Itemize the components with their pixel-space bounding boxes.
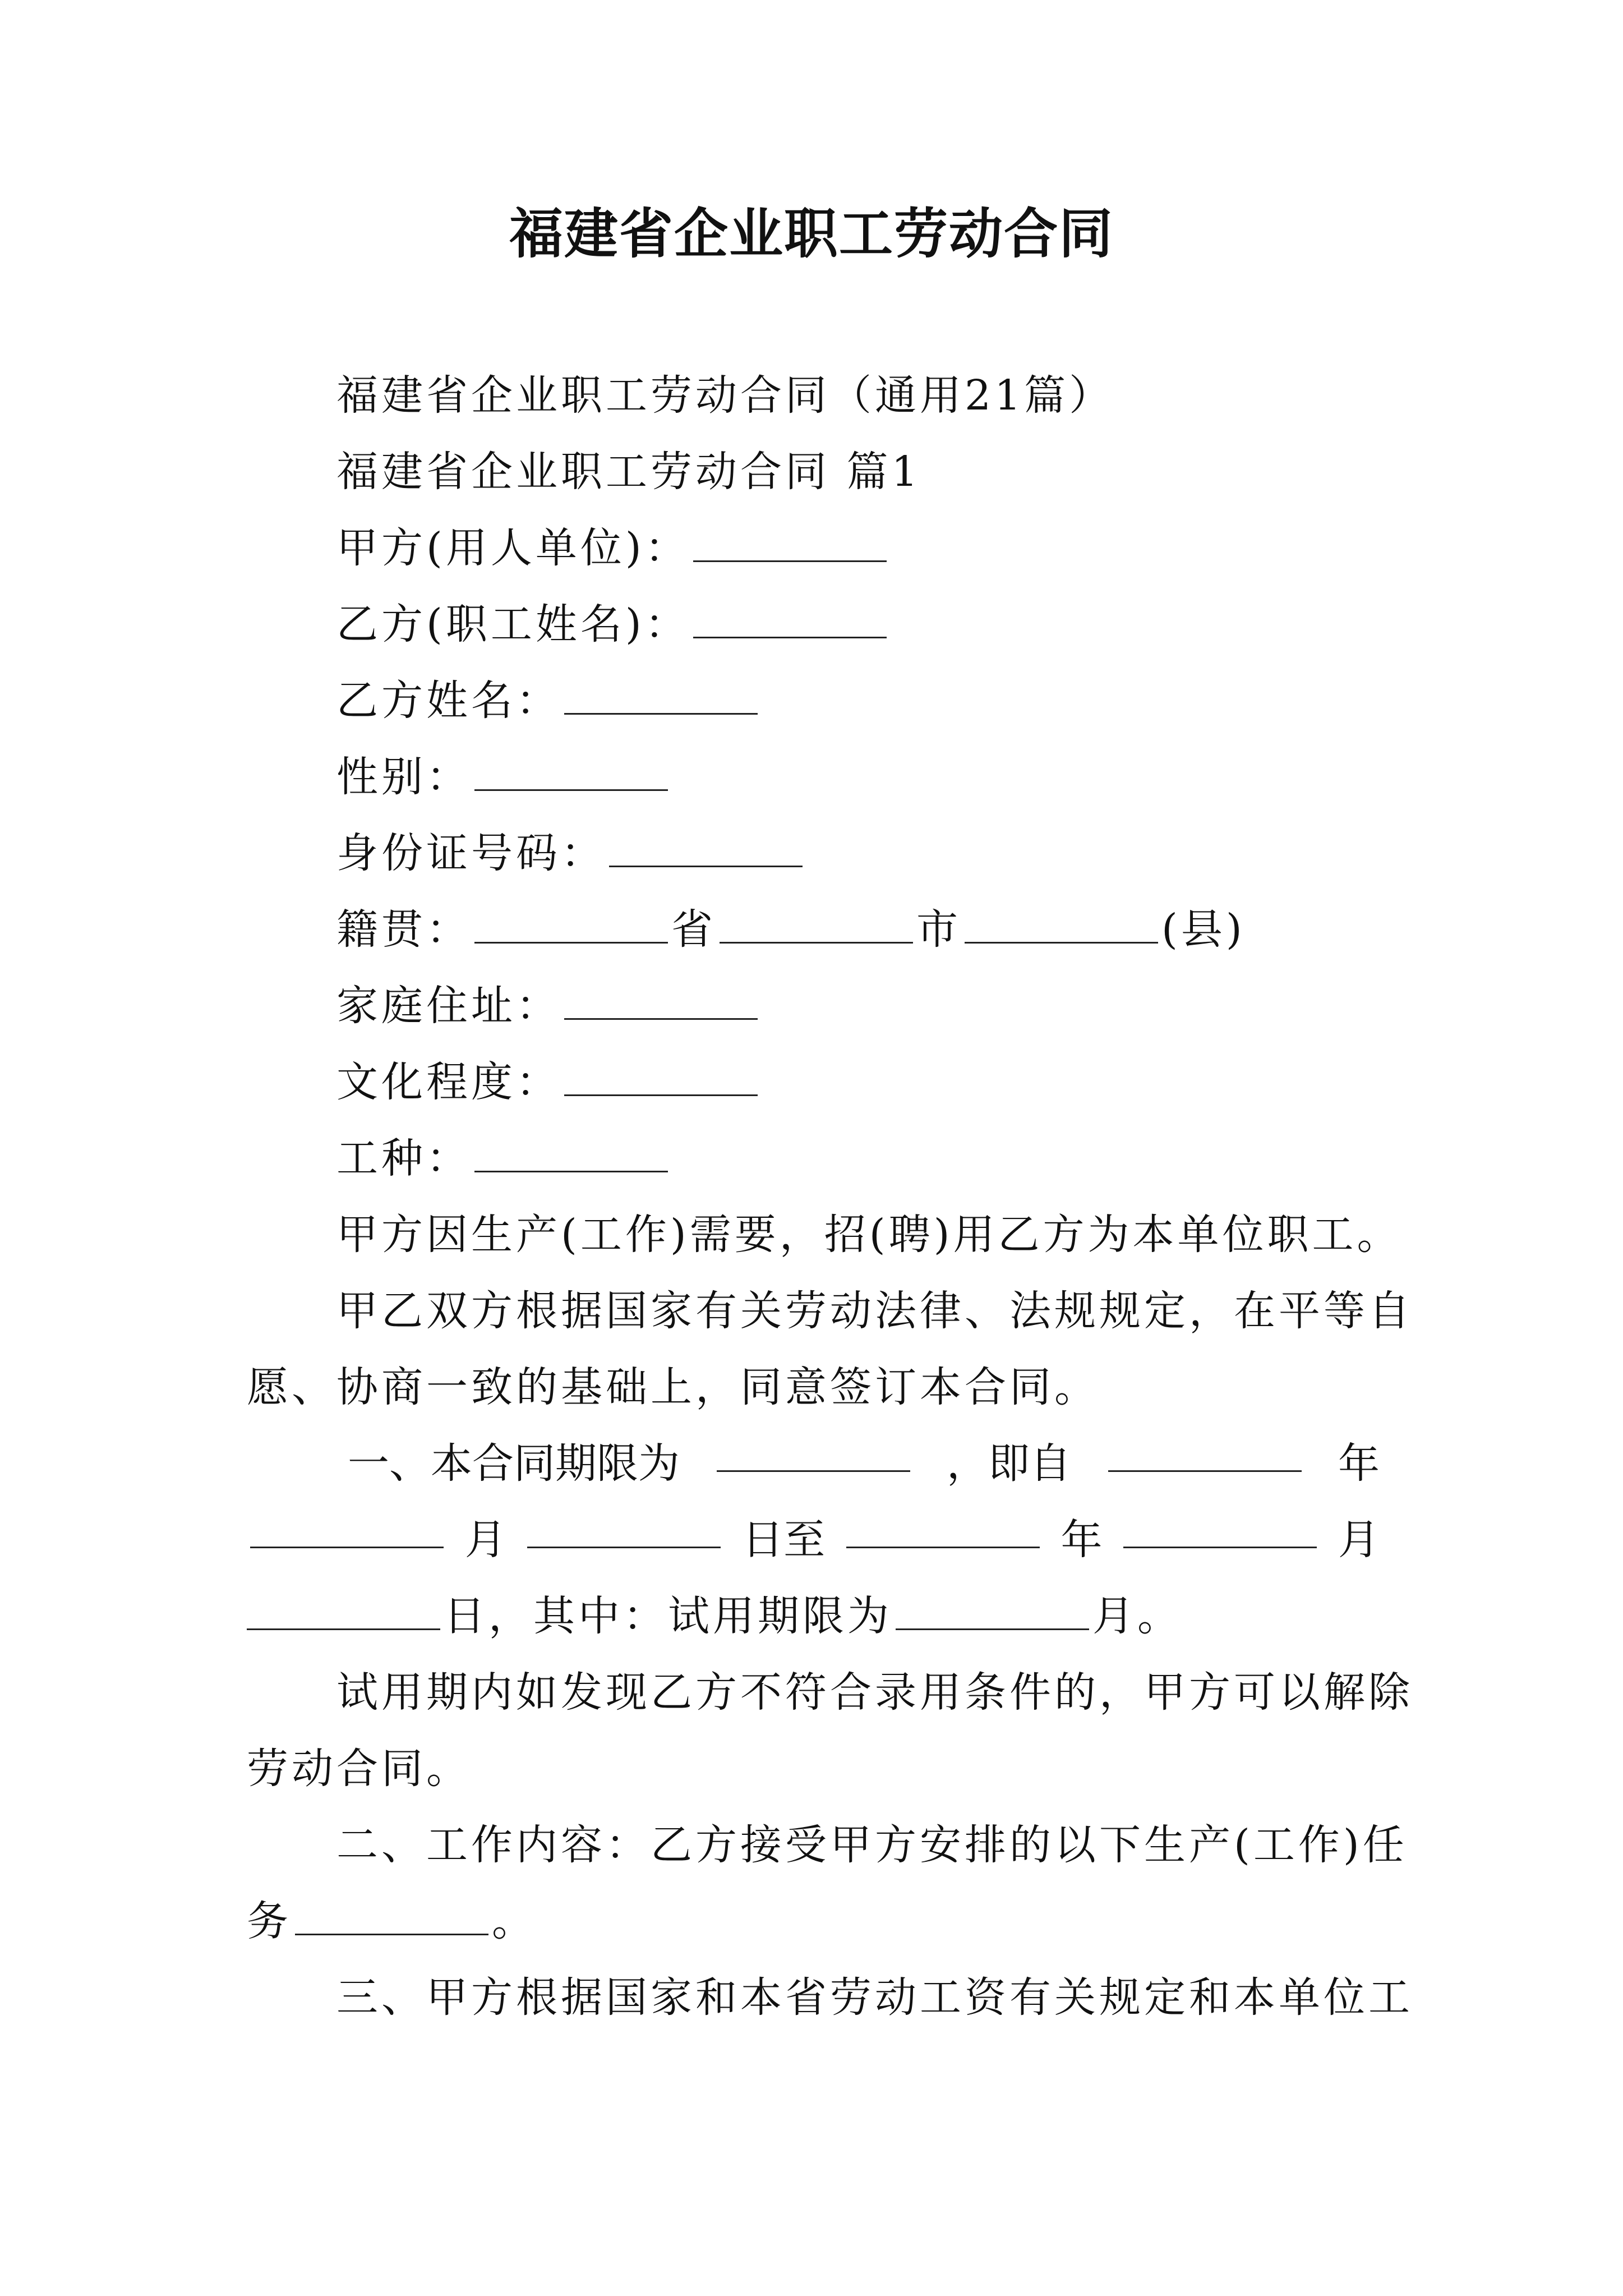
field-label: 工种： — [336, 1134, 471, 1182]
blank-line[interactable] — [564, 983, 758, 1020]
field-label: 乙方姓名： — [336, 677, 561, 725]
blank-line[interactable] — [247, 1594, 440, 1630]
subtitle: 福建省企业职工劳动合同（通用21篇） — [336, 371, 1114, 420]
clause-1-line1 — [348, 1435, 1380, 1492]
county-label: (县) — [1161, 905, 1246, 954]
field-label: 籍贯： — [336, 905, 471, 954]
document-title: 福建省企业职工劳动合同 — [509, 202, 1114, 265]
section-heading: 福建省企业职工劳动合同 篇1 — [336, 448, 921, 496]
blank-line[interactable] — [564, 678, 758, 715]
field-name — [336, 673, 761, 729]
blank-line[interactable] — [474, 1136, 668, 1172]
field-party-a — [336, 520, 890, 576]
paragraph-probation-line2: 劳动合同。 — [247, 1745, 471, 1793]
city-label: 市 — [916, 905, 961, 954]
field-gender — [336, 749, 671, 805]
paragraph-employment-need: 甲方因生产(工作)需要，招(聘)用乙方为本单位职工。 — [336, 1211, 1402, 1259]
field-label: 家庭住址： — [336, 982, 561, 1030]
field-native-place — [336, 901, 1246, 958]
blank-line[interactable] — [846, 1512, 1040, 1548]
clause-text: 年 — [1338, 1439, 1380, 1488]
field-label: 性别： — [336, 753, 471, 801]
blank-line[interactable] — [474, 907, 668, 944]
blank-line[interactable] — [965, 907, 1158, 944]
clause-3-line1: 三、甲方根据国家和本省劳动工资有关规定和本单位工 — [336, 1973, 1413, 2022]
clause-text: 月 — [464, 1516, 506, 1564]
paragraph-agreement-line1: 甲乙双方根据国家有关劳动法律、法规规定，在平等自 — [336, 1287, 1413, 1335]
clause-text: 。 — [492, 1897, 537, 1945]
blank-line[interactable] — [717, 1435, 910, 1472]
blank-line[interactable] — [250, 1512, 444, 1548]
clause-2-line1: 二、工作内容：乙方接受甲方安排的以下生产(工作)任 — [336, 1821, 1408, 1869]
blank-line[interactable] — [295, 1899, 488, 1935]
clause-text: 月 — [1338, 1516, 1380, 1564]
blank-line[interactable] — [527, 1512, 721, 1548]
blank-line[interactable] — [693, 602, 887, 638]
field-id-number — [336, 825, 806, 881]
blank-line[interactable] — [1108, 1435, 1302, 1472]
blank-line[interactable] — [474, 754, 668, 791]
clause-text: 日至 — [742, 1516, 826, 1564]
field-label: 甲方(用人单位)： — [336, 524, 690, 572]
clause-1-line3 — [247, 1588, 1380, 1644]
clause-text: 年 — [1061, 1516, 1103, 1564]
paragraph-probation-line1: 试用期内如发现乙方不符合录用条件的，甲方可以解除 — [336, 1668, 1413, 1717]
clause-text: 月。 — [1092, 1592, 1182, 1640]
clause-1-line2 — [247, 1512, 1380, 1568]
province-label: 省 — [671, 905, 716, 954]
blank-line[interactable] — [1123, 1512, 1317, 1548]
field-label: 乙方(职工姓名)： — [336, 600, 690, 648]
paragraph-agreement-line2: 愿、协商一致的基础上，同意签订本合同。 — [247, 1363, 1099, 1411]
blank-line[interactable] — [720, 907, 913, 944]
blank-line[interactable] — [609, 831, 803, 867]
clause-text: ，即自 — [947, 1439, 1071, 1488]
blank-line[interactable] — [896, 1594, 1089, 1630]
blank-line[interactable] — [693, 526, 887, 562]
field-address — [336, 978, 761, 1034]
field-label: 身份证号码： — [336, 829, 606, 877]
blank-line[interactable] — [564, 1060, 758, 1096]
clause-2-line2 — [247, 1893, 1380, 1949]
field-label: 文化程度： — [336, 1058, 561, 1106]
clause-text: 日，其中：试用期限为 — [444, 1592, 892, 1640]
clause-text: 务 — [247, 1897, 292, 1945]
field-party-b — [336, 596, 890, 652]
field-education — [336, 1054, 761, 1110]
field-job-type — [336, 1130, 671, 1186]
clause-text: 一、本合同期限为 — [348, 1439, 680, 1488]
